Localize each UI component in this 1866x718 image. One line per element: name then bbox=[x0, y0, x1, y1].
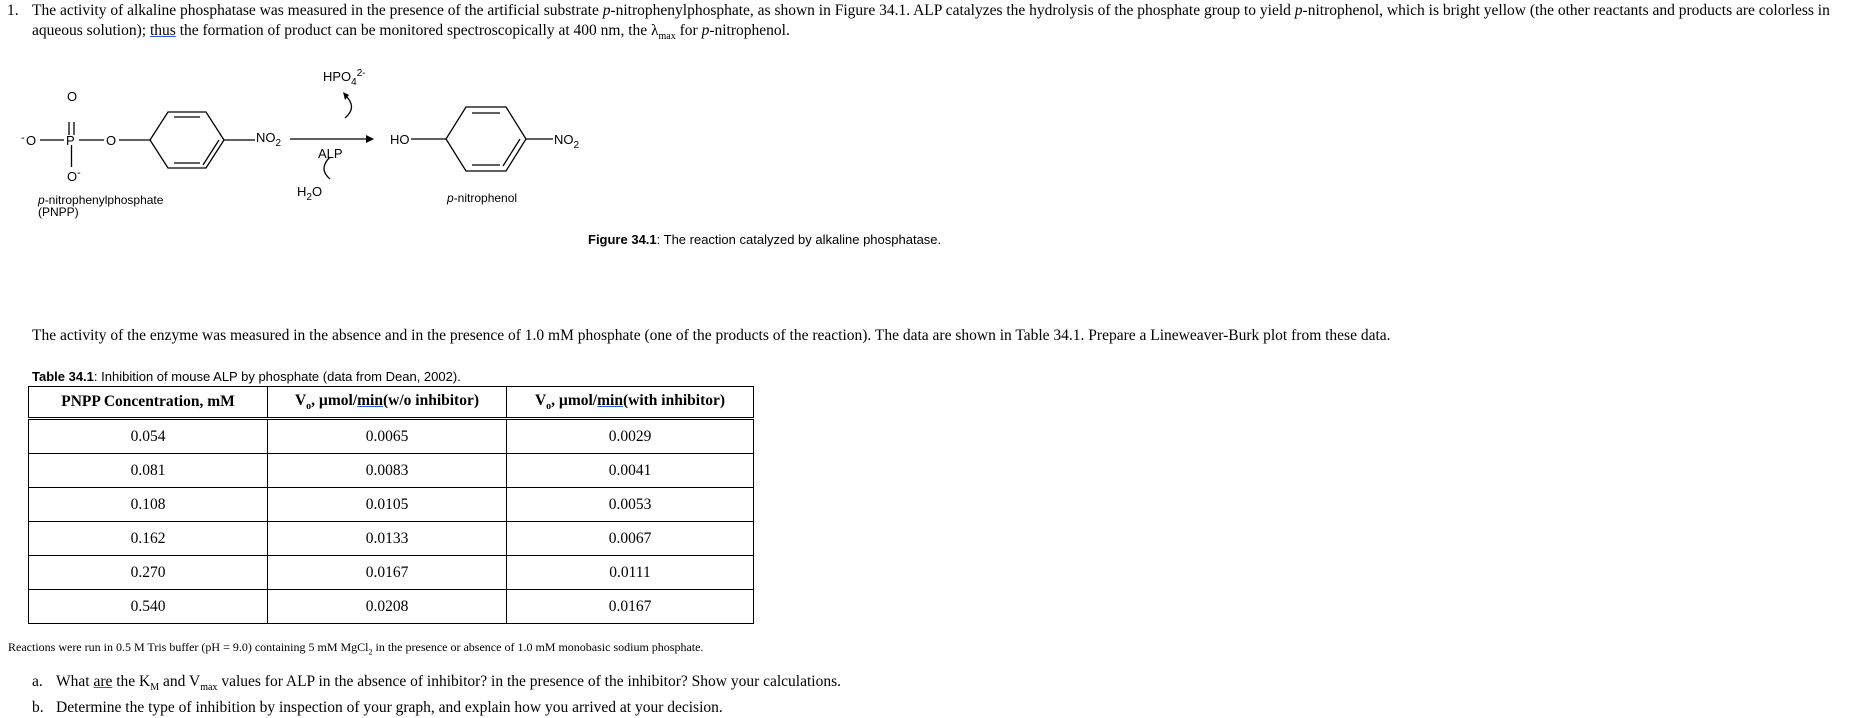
alp-label: ALP bbox=[318, 146, 343, 161]
question-intro bbox=[7, 1, 1857, 47]
lambda-max-subscript: max bbox=[658, 31, 676, 43]
word-are: are bbox=[93, 673, 113, 690]
note-text-a: Reactions were run in 0.5 M Tris buffer (pH = 9.0) containing 5 mM MgCl bbox=[8, 640, 369, 654]
question-text-part: the formation of product can be monitored spectroscopically at 400 nm, the λ bbox=[175, 22, 659, 39]
cell-v0-without: 0.0065 bbox=[268, 419, 507, 454]
header-condition: (with inhibitor) bbox=[622, 391, 726, 409]
no2-right bbox=[554, 132, 580, 151]
substrate-abbr: (PNPP) bbox=[38, 205, 79, 219]
cell-v0-without: 0.0105 bbox=[268, 488, 507, 522]
cell-concentration: 0.081 bbox=[29, 454, 268, 488]
product-italic-p: p bbox=[447, 191, 454, 205]
table-caption bbox=[32, 369, 461, 384]
cell-v0-with: 0.0067 bbox=[507, 522, 754, 556]
cell-v0-without: 0.0208 bbox=[268, 590, 507, 624]
reaction-scheme bbox=[0, 55, 1000, 255]
header-pnpp-concentration: PNPP Concentration, mM bbox=[29, 387, 268, 419]
product-name-text: -nitrophenol bbox=[453, 191, 518, 205]
question-text-part: -nitrophenol. bbox=[709, 22, 790, 39]
vmax-subscript: max bbox=[200, 682, 218, 694]
cell-concentration: 0.270 bbox=[29, 556, 268, 590]
cell-concentration: 0.108 bbox=[29, 488, 268, 522]
table-row bbox=[29, 488, 754, 522]
hpo4-text: HPO bbox=[323, 69, 352, 84]
header-v: V bbox=[294, 391, 307, 409]
question-a-text: values for ALP in the absence of inhibitor? in the presence of the inhibitor? Show your calculations. bbox=[217, 673, 842, 690]
cell-concentration: 0.054 bbox=[29, 419, 268, 454]
header-unit: , µmol/ bbox=[551, 391, 598, 409]
cell-v0-without: 0.0083 bbox=[268, 454, 507, 488]
cell-v0-with: 0.0029 bbox=[507, 419, 754, 454]
note-text-b: in the presence or absence of 1.0 mM monobasic sodium phosphate. bbox=[372, 640, 704, 654]
header-min: min bbox=[597, 391, 623, 409]
product-name bbox=[446, 191, 517, 205]
cell-v0-with: 0.0053 bbox=[507, 488, 754, 522]
h2o-text-end: O bbox=[311, 184, 323, 199]
cell-concentration: 0.540 bbox=[29, 590, 268, 624]
question-text-part: -nitrophenylphosphate, as shown in Figure 34.1. ALP catalyzes the hydrolysis of the phosphate group to yield bbox=[610, 2, 1295, 19]
no2-left-text: NO bbox=[256, 130, 276, 145]
no2-left bbox=[256, 130, 282, 149]
cell-v0-without: 0.0133 bbox=[268, 522, 507, 556]
activity-paragraph: The activity of the enzyme was measured in the absence and in the presence of 1.0 mM phosphate (one of the products of the reaction). The data are shown in Table 34.1. Prepare a Lineweaver-Burk plot from these data. bbox=[32, 327, 1391, 344]
atom-p: P bbox=[66, 133, 75, 148]
table-caption-label: Table 34.1 bbox=[32, 369, 94, 384]
table-header-row bbox=[29, 387, 754, 419]
ho-label: HO bbox=[390, 132, 410, 147]
no2-right-text: NO bbox=[554, 132, 574, 147]
table-caption-text: : Inhibition of mouse ALP by phosphate (data from Dean, 2002). bbox=[93, 369, 461, 384]
cell-v0-with: 0.0041 bbox=[507, 454, 754, 488]
table-row bbox=[29, 522, 754, 556]
header-v: V bbox=[534, 391, 547, 409]
hpo4-subscript: 4 bbox=[351, 77, 357, 88]
hpo4-label bbox=[323, 68, 366, 88]
header-v-subscript: o bbox=[546, 401, 552, 413]
km-subscript: M bbox=[150, 682, 160, 694]
question-text-part: for bbox=[675, 22, 702, 39]
header-v0-without-inhibitor bbox=[268, 387, 507, 419]
table-row bbox=[29, 419, 754, 454]
question-text-part: -nitrophenol, which is bright yellow (the other reactants and products are colorless in aqueous solution); bbox=[32, 2, 1830, 39]
cell-v0-without: 0.0167 bbox=[268, 556, 507, 590]
substrate-italic-p: p bbox=[38, 193, 45, 207]
header-condition: (w/o inhibitor) bbox=[382, 391, 480, 409]
question-number: 1. bbox=[7, 2, 19, 19]
atom-o-left: O bbox=[26, 133, 37, 148]
italic-p: p bbox=[1294, 2, 1303, 19]
no2-left-subscript: 2 bbox=[275, 138, 282, 149]
question-text-part: The activity of alkaline phosphatase was measured in the presence of the artificial substrate bbox=[32, 2, 603, 19]
figure-caption-label: Figure 34.1 bbox=[588, 232, 657, 247]
question-a-text: What bbox=[56, 673, 94, 690]
h2o-label bbox=[297, 184, 322, 203]
table-row bbox=[29, 454, 754, 488]
data-table bbox=[28, 386, 754, 624]
charge-minus-bottom: - bbox=[77, 167, 81, 179]
atom-o-top: O bbox=[67, 89, 78, 104]
arrow-head bbox=[366, 135, 374, 143]
cell-v0-with: 0.0111 bbox=[507, 556, 754, 590]
sub-questions bbox=[32, 672, 841, 718]
atom-o-bottom: O bbox=[67, 169, 78, 184]
question-b-text: Determine the type of inhibition by inspection of your graph, and explain how you arrived at your decision. bbox=[56, 699, 723, 717]
figure-caption bbox=[588, 232, 941, 247]
table-row bbox=[29, 590, 754, 624]
note-subscript: 2 bbox=[368, 647, 373, 657]
question-b bbox=[32, 698, 841, 718]
cell-v0-with: 0.0167 bbox=[507, 590, 754, 624]
cell-concentration: 0.162 bbox=[29, 522, 268, 556]
hpo4-superscript: 2- bbox=[356, 68, 366, 79]
table-row bbox=[29, 556, 754, 590]
header-min: min bbox=[357, 391, 383, 409]
substrate-name-text: -nitrophenylphosphate bbox=[44, 193, 164, 207]
italic-p: p bbox=[701, 22, 710, 39]
no2-right-subscript: 2 bbox=[573, 140, 580, 151]
question-b-label: b. bbox=[32, 699, 44, 717]
charge-minus-left: - bbox=[21, 132, 25, 144]
h2o-text: H bbox=[297, 184, 307, 199]
header-v0-with-inhibitor bbox=[507, 387, 754, 419]
figure-caption-text: : The reaction catalyzed by alkaline phosphatase. bbox=[656, 232, 942, 247]
question-a-text: and V bbox=[159, 673, 201, 690]
h2o-subscript: 2 bbox=[306, 192, 312, 203]
question-a bbox=[32, 672, 841, 698]
question-text bbox=[32, 1, 1857, 47]
header-unit: , µmol/ bbox=[311, 391, 358, 409]
header-v-subscript: o bbox=[306, 401, 312, 413]
reaction-conditions-note bbox=[8, 640, 703, 656]
italic-p: p bbox=[602, 2, 611, 19]
atom-o-bridge: O bbox=[106, 133, 117, 148]
question-a-text: the K bbox=[112, 673, 151, 690]
question-a-label: a. bbox=[32, 673, 43, 690]
word-thus: thus bbox=[149, 22, 176, 39]
